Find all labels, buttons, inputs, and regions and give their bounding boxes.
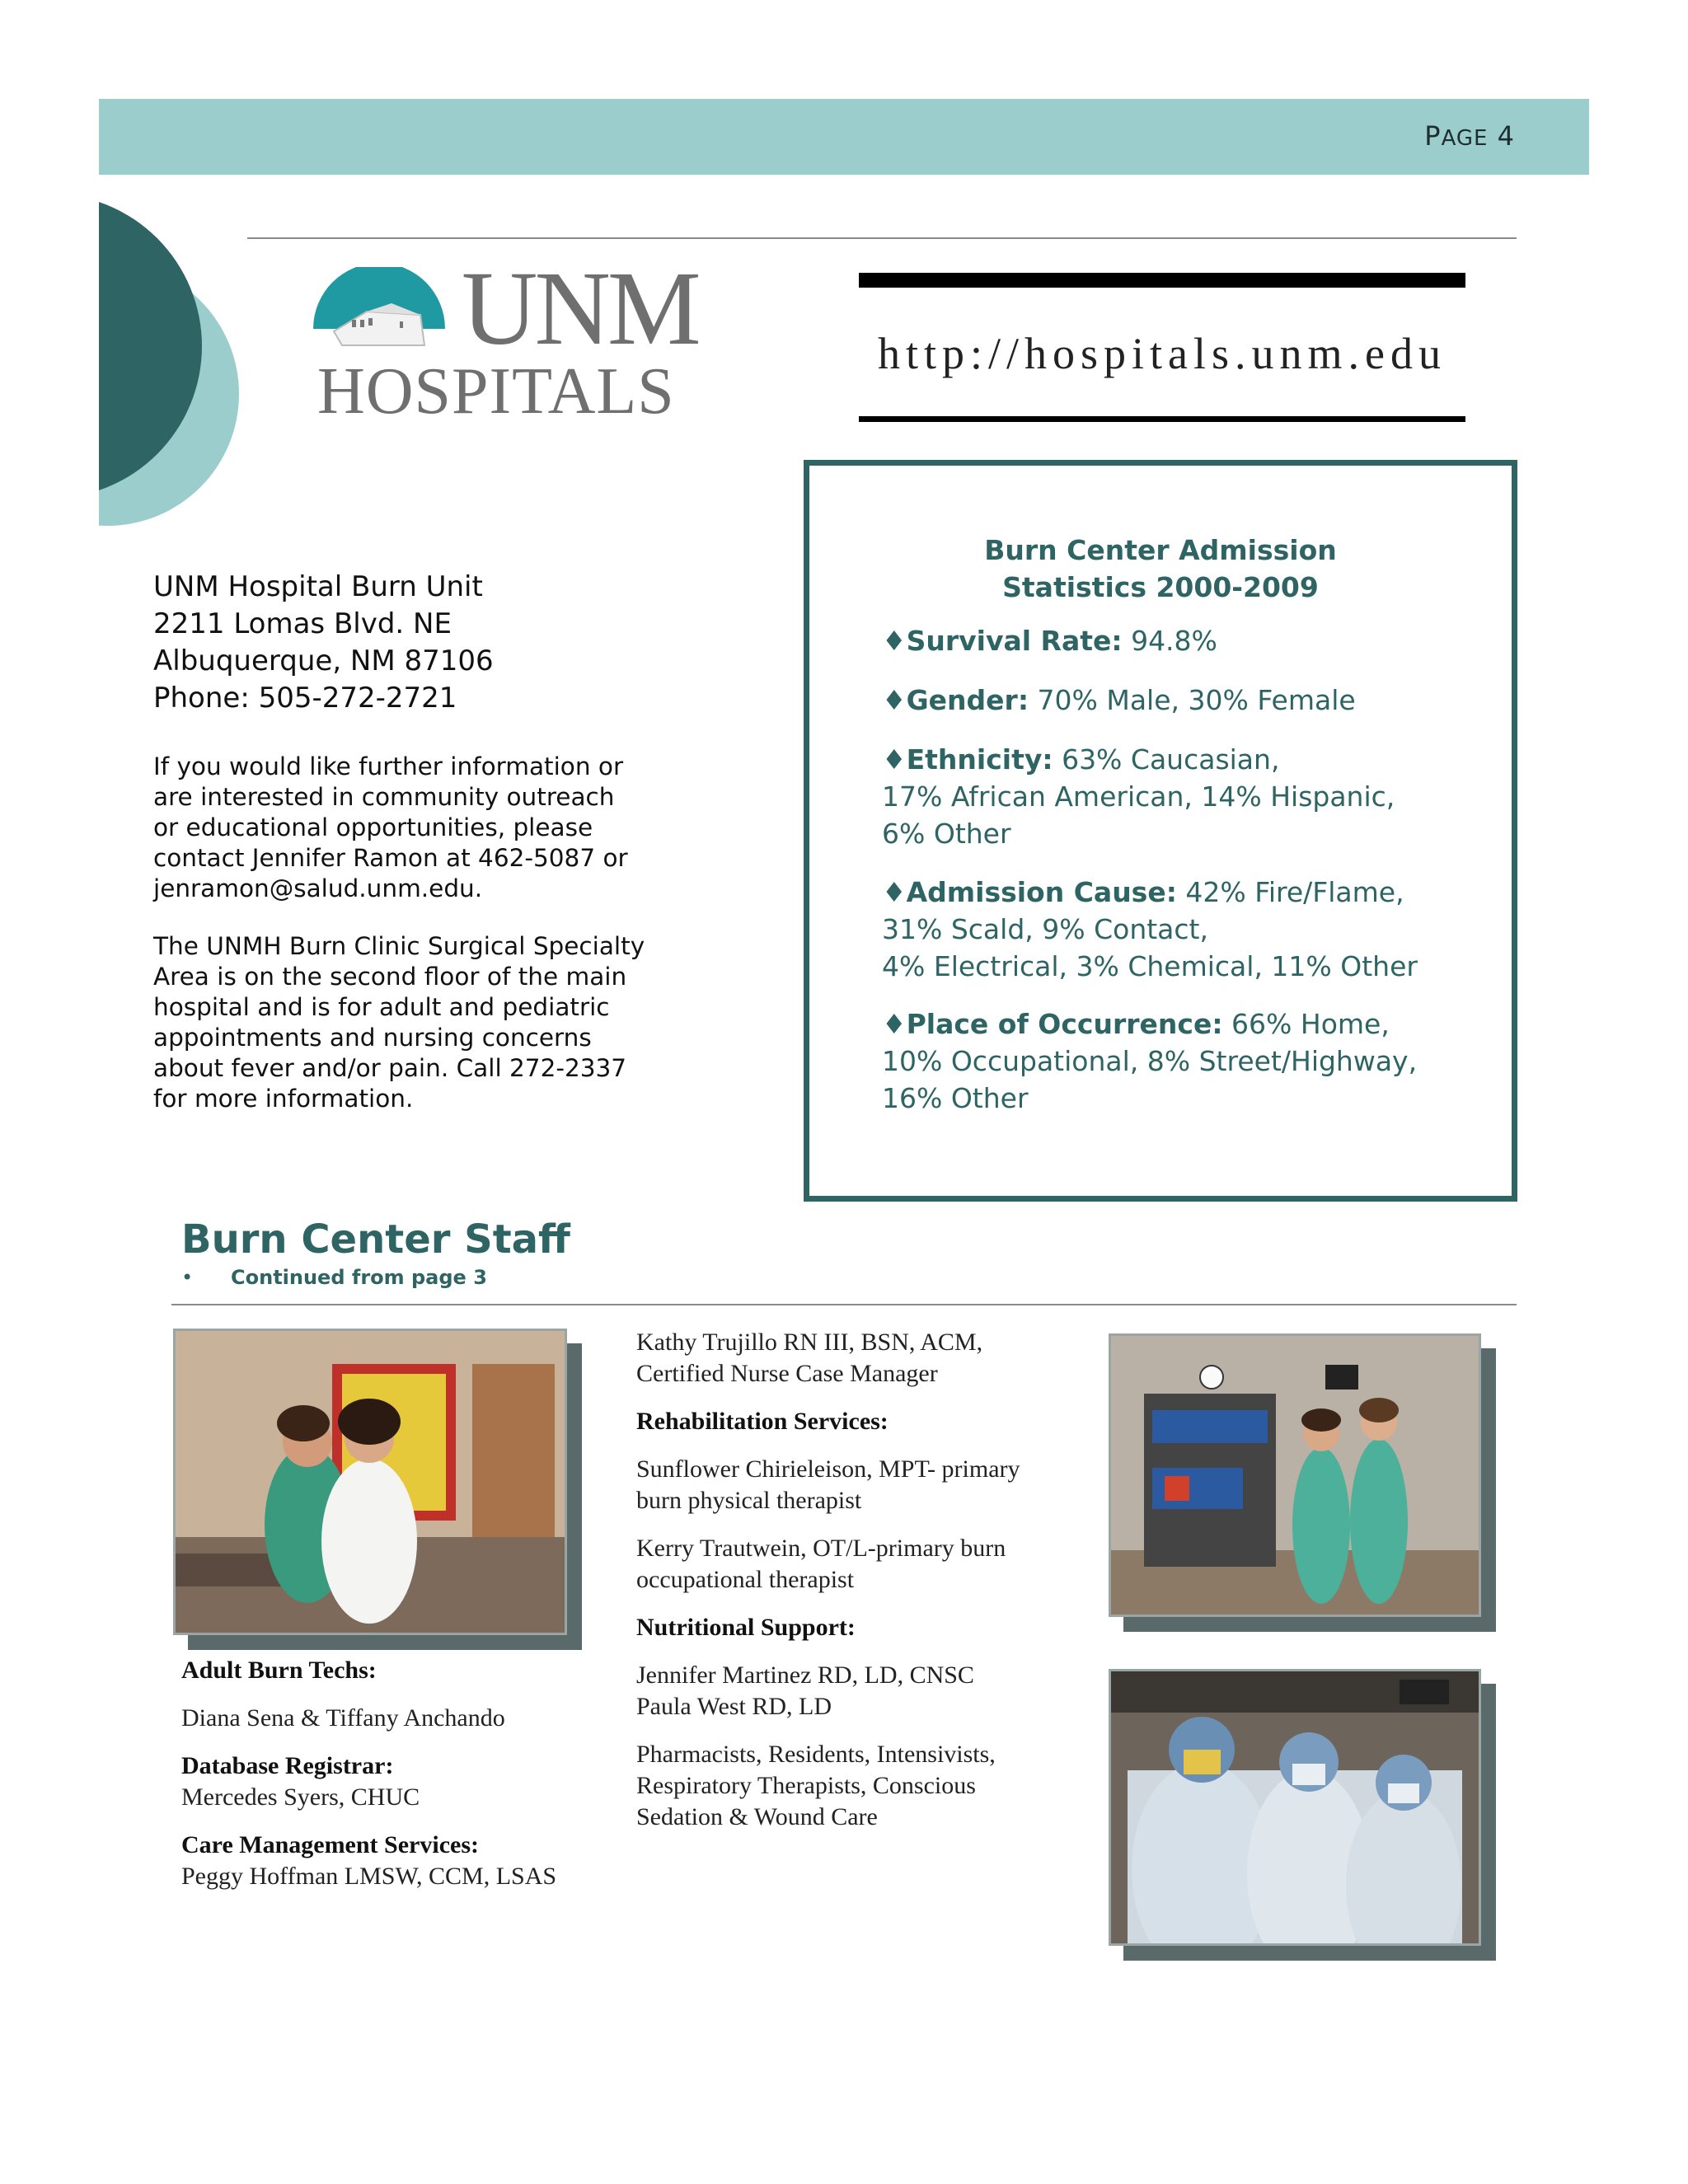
nurses-photo-image bbox=[1111, 1336, 1479, 1615]
header-band bbox=[99, 99, 1589, 175]
stat-survival-rate: ♦Survival Rate: 94.8% bbox=[882, 625, 1217, 657]
address-block: UNM Hospital Burn Unit 2211 Lomas Blvd. NE Albuquerque, NM 87106 Phone: 505-272-2721 bbox=[153, 570, 494, 715]
section-divider bbox=[171, 1304, 1517, 1305]
stat-gender: ♦Gender: 70% Male, 30% Female bbox=[882, 684, 1356, 716]
logo-emblem-icon bbox=[309, 267, 453, 358]
decorative-circles bbox=[0, 0, 247, 544]
unm-hospitals-logo bbox=[309, 250, 721, 429]
stat-admission-cause: ♦Admission Cause: 42% Fire/Flame, 31% Scald, 9% Contact, 4% Electrical, 3% Chemical, 11% Other bbox=[882, 876, 1418, 982]
staff-section-title: Burn Center Staff bbox=[181, 1216, 570, 1263]
staff-middle-column: Kathy Trujillo RN III, BSN, ACM, Certified Nurse Case Manager Rehabilitation Services: Sunflower Chirieleison, MPT- primary burn physical therapist Kerry Trautwein, OT/L-primary burn occupational therapist Nutritional Support: Jennifer Martinez RD, LD, CNSC Paula West RD, LD Pharmacists, Residents, Intensivists, Respiratory Therapists, Conscious Sedation & Wound Care bbox=[636, 1329, 1020, 1830]
continued-note: Continued from page 3 bbox=[231, 1266, 487, 1289]
website-url[interactable]: http://hospitals.unm.edu bbox=[878, 329, 1447, 378]
page-number: PAGE 4 bbox=[1424, 120, 1515, 152]
info-paragraph: If you would like further information or are interested in community outreach or educational opportunities, please contact Jennifer Ramon at 462-5087 or jenramon@salud.unm.edu. bbox=[153, 752, 628, 902]
bullet-icon: • bbox=[181, 1266, 194, 1289]
logo-hospitals-text: HOSPITALS bbox=[317, 355, 675, 428]
surgical-team-photo-image bbox=[1111, 1671, 1479, 1943]
logo-unm-text: UNM bbox=[462, 250, 698, 367]
burn-techs-photo-image bbox=[176, 1331, 565, 1633]
top-divider bbox=[247, 237, 1517, 239]
staff-left-column: Adult Burn Techs: Diana Sena & Tiffany Anchando Database Registrar: Mercedes Syers, CHUC Care Management Services: Peggy Hoffman LMSW, CCM, LSAS bbox=[181, 1657, 557, 1890]
url-bar-bottom bbox=[859, 416, 1465, 422]
stat-ethnicity: ♦Ethnicity: 63% Caucasian, 17% African American, 14% Hispanic, 6% Other bbox=[882, 743, 1395, 850]
admission-stats-box bbox=[804, 460, 1517, 1202]
stat-place-of-occurrence: ♦Place of Occurrence: 66% Home, 10% Occupational, 8% Street/Highway, 16% Other bbox=[882, 1008, 1418, 1114]
stats-title: Burn Center Admission Statistics 2000-2009 bbox=[984, 534, 1337, 603]
clinic-paragraph: The UNMH Burn Clinic Surgical Specialty Area is on the second floor of the main hospital and is for adult and pediatric appointments and nursing concerns about fever and/or pain. Call 272-2337 for more information. bbox=[153, 932, 645, 1113]
url-bar-top bbox=[859, 273, 1465, 288]
